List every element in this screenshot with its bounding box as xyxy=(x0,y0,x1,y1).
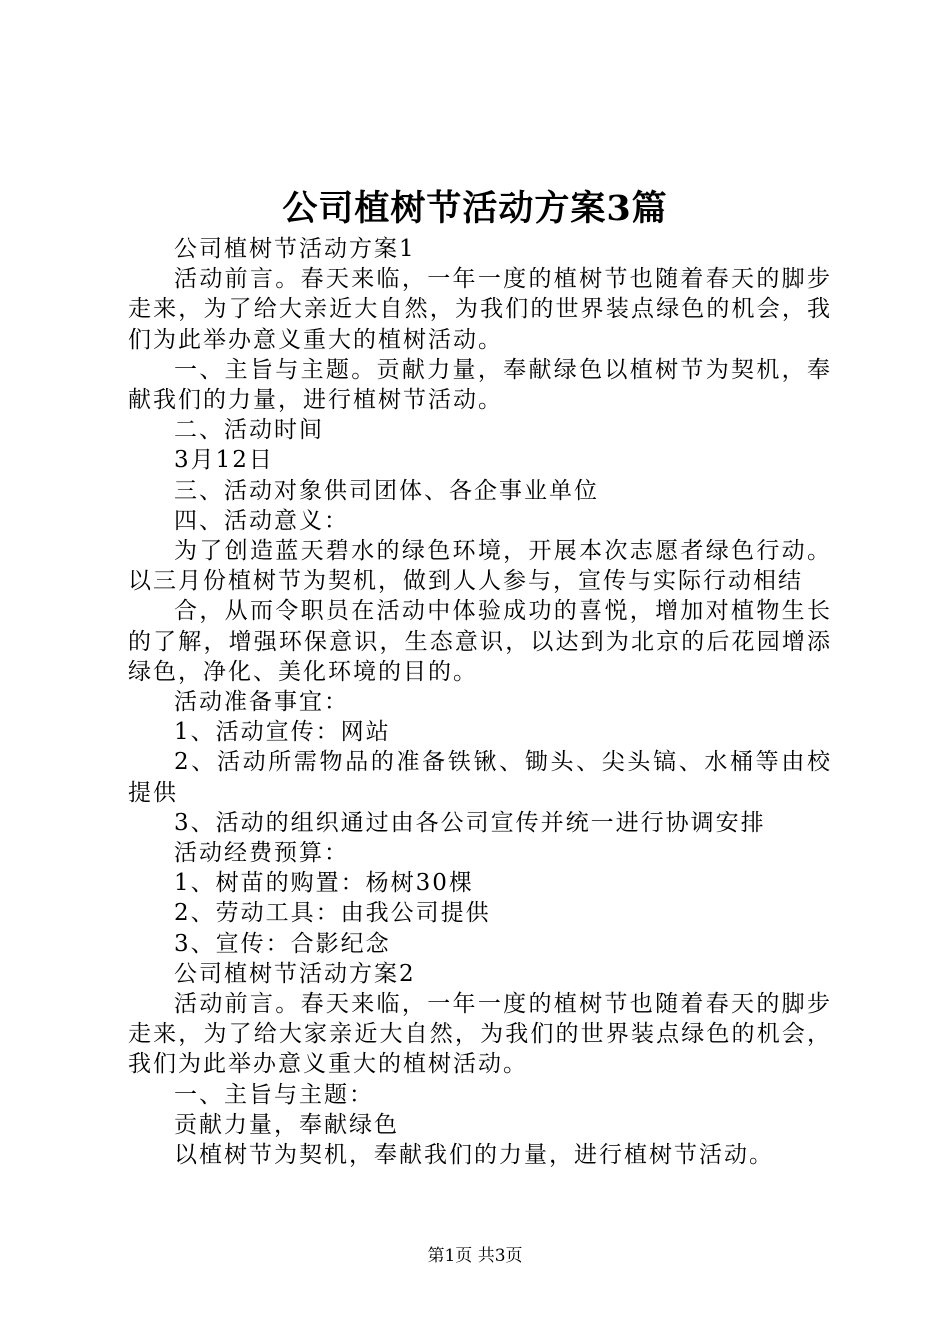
paragraph: 1、活动宣传：网站 xyxy=(174,719,391,746)
paragraph: 3、宣传：合影纪念 xyxy=(174,930,391,957)
document-title: 公司植树节活动方案3篇 xyxy=(282,188,668,229)
paragraph: 公司植树节活动方案2 xyxy=(174,960,416,987)
paragraph: 活动经费预算： xyxy=(174,840,349,867)
paragraph: 2、活动所需物品的准备铁锹、锄头、尖头镐、水桶等由校提供 xyxy=(128,749,832,806)
paragraph: 3、活动的组织通过由各公司宣传并统一进行协调安排 xyxy=(174,809,766,836)
paragraph: 贡献力量，奉献绿色 xyxy=(174,1111,399,1138)
paragraph: 以植树节为契机，奉献我们的力量，进行植树节活动。 xyxy=(174,1142,774,1169)
paragraph: 1、树苗的购置：杨树30棵 xyxy=(174,870,474,897)
paragraph: 2、劳动工具：由我公司提供 xyxy=(174,900,491,927)
paragraph: 一、主旨与主题： xyxy=(174,1081,374,1108)
document-body xyxy=(128,234,832,1170)
paragraph: 合，从而令职员在活动中体验成功的喜悦，增加对植物生长的了解，增强环保意识，生态意识，以达到为北京的后花园增添绿色，净化、美化环境的目的。 xyxy=(128,598,832,685)
paragraph: 一、主旨与主题。贡献力量，奉献绿色以植树节为契机，奉献我们的力量，进行植树节活动。 xyxy=(128,356,832,414)
page-number-footer: 第1页 共3页 xyxy=(427,1246,523,1266)
paragraph: 三、活动对象供司团体、各企事业单位 xyxy=(174,477,599,504)
paragraph: 3月12日 xyxy=(174,447,274,474)
paragraph: 活动前言。春天来临，一年一度的植树节也随着春天的脚步走来，为了给大亲近大自然，为我们的世界装点绿色的机会，我们为此举办意义重大的植树活动。 xyxy=(128,266,832,353)
paragraph: 活动前言。春天来临，一年一度的植树节也随着春天的脚步走来，为了给大家亲近大自然，为我们的世界装点绿色的机会，我们为此举办意义重大的植树活动。 xyxy=(128,991,832,1078)
paragraph: 四、活动意义： xyxy=(174,507,349,534)
paragraph: 活动准备事宜： xyxy=(174,689,349,716)
paragraph: 公司植树节活动方案1 xyxy=(174,236,416,262)
paragraph: 为了创造蓝天碧水的绿色环境，开展本次志愿者绿色行动。以三月份植树节为契机，做到人人参与，宣传与实际行动相结 xyxy=(128,538,832,595)
paragraph: 二、活动时间 xyxy=(174,417,324,444)
